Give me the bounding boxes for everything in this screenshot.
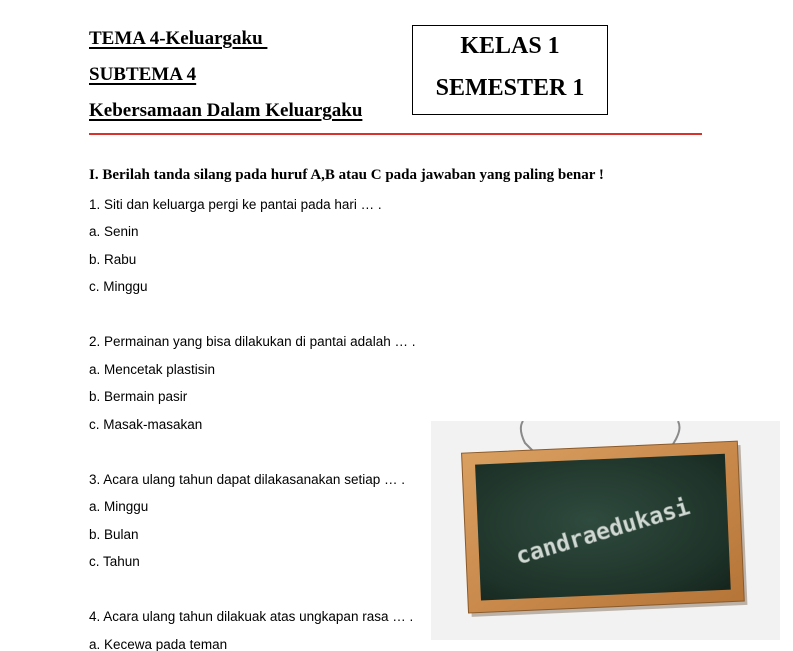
- chalkboard-image: [431, 421, 780, 640]
- question-2: 2. Permainan yang bisa dilakukan di pantai adalah … .: [89, 334, 416, 349]
- question-3-option-a: a. Minggu: [89, 499, 149, 514]
- class-label: KELAS 1: [460, 33, 560, 59]
- semester-label: SEMESTER 1: [435, 75, 585, 101]
- subtheme-subtitle: Kebersamaan Dalam Keluargaku: [89, 100, 363, 121]
- question-3: 3. Acara ulang tahun dapat dilakasanakan setiap … .: [89, 472, 405, 487]
- question-1-option-c: c. Minggu: [89, 279, 148, 294]
- question-2-option-c: c. Masak-masakan: [89, 417, 203, 432]
- question-1-option-a: a. Senin: [89, 224, 139, 239]
- subtheme-title: SUBTEMA 4: [89, 64, 197, 85]
- question-3-option-c: c. Tahun: [89, 554, 140, 569]
- question-1: 1. Siti dan keluarga pergi ke pantai pada hari … .: [89, 197, 382, 212]
- question-2-option-b: b. Bermain pasir: [89, 389, 188, 404]
- instruction-text: I. Berilah tanda silang pada huruf A,B atau C pada jawaban yang paling benar !: [89, 167, 604, 183]
- class-semester-box: [412, 25, 608, 115]
- question-4: 4. Acara ulang tahun dilakuak atas ungkapan rasa … .: [89, 609, 414, 624]
- question-3-option-b: b. Bulan: [89, 527, 139, 542]
- question-2-option-a: a. Mencetak plastisin: [89, 362, 216, 377]
- watermark-text: candraedukasi: [512, 494, 693, 571]
- theme-title: TEMA 4-Keluargaku: [89, 28, 268, 49]
- header-divider: [89, 133, 702, 135]
- question-1-option-b: b. Rabu: [89, 252, 137, 267]
- chalkboard-icon: [431, 421, 780, 640]
- question-4-option-a: a. Kecewa pada teman: [89, 637, 228, 651]
